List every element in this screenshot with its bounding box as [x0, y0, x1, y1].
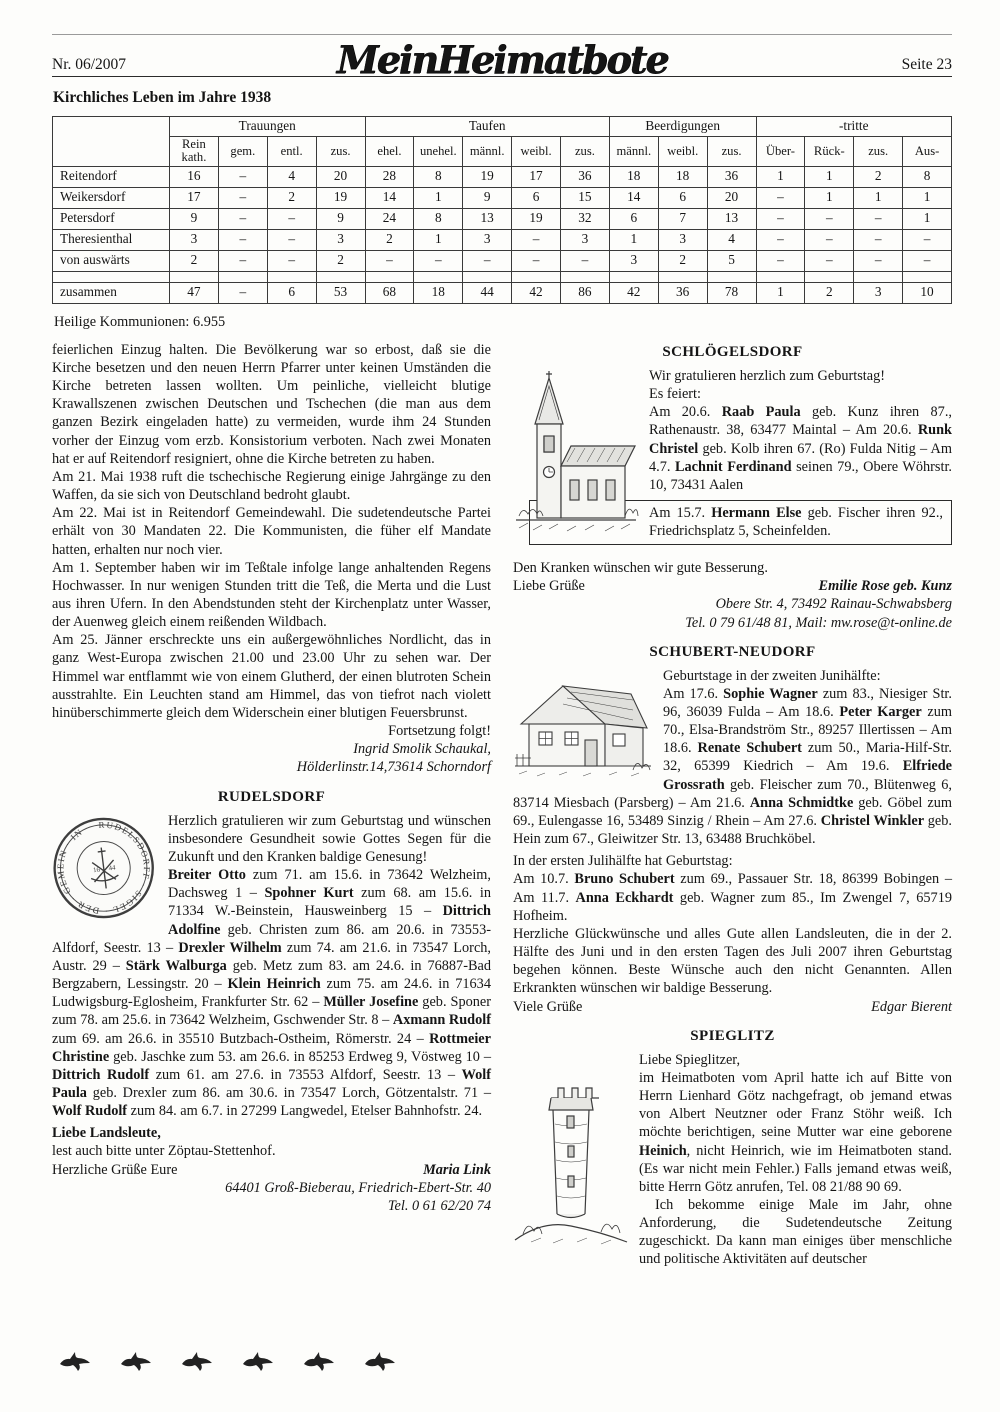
spieglitz-salutation: Liebe Spieglitzer, — [639, 1051, 741, 1068]
table-cell: – — [805, 250, 854, 271]
text-run: zum 61. am 27.6. in 73553 Alfdorf, Seestr. 13 – — [149, 1066, 462, 1083]
section-title-rudelsdorf: RUDELSDORF — [217, 788, 326, 805]
house-illustration — [513, 670, 653, 787]
table-cell: 1 — [805, 166, 854, 187]
subheader: Aus- — [903, 136, 952, 166]
table-cell: 3 — [609, 250, 658, 271]
bird-ornament-row — [58, 1349, 397, 1373]
text-run: Dittrich Adolfine — [168, 903, 491, 938]
text-run: Wolf Rudolf — [52, 1103, 128, 1120]
bird-icon — [302, 1349, 336, 1373]
table-cell — [267, 271, 316, 282]
table-cell: 68 — [365, 282, 414, 303]
table-cell: 14 — [609, 187, 658, 208]
text-run: Rottmeier Christine — [52, 1030, 491, 1065]
subheader: weibl. — [512, 136, 561, 166]
schloegelsdorf-wishes: Den Kranken wünschen wir gute Besserung. — [513, 560, 768, 577]
table-cell: – — [756, 208, 805, 229]
text-run: seinen 79., Obere Wöhrstr. 10, 73431 Aalen — [649, 458, 952, 493]
table-cell — [218, 271, 267, 282]
greeting-line — [513, 998, 952, 1016]
text-run: , nicht Heinrich, wie im Heimatboten stand. (Es war nicht mein Fehler.) Falls jemand etwas weiß, bitte Herrn Götz anrufen, Tel. 08 21/88 90 69. — [639, 1142, 952, 1195]
group-header-taufen: Taufen — [365, 116, 609, 136]
text-run: zum 70., Elsa-Brandström Str., 89257 Illertissen – Am 18.6. — [663, 704, 952, 757]
text-run: Am 20.6. — [649, 404, 722, 421]
text-run: geb. Fleischer zum 70., Blütenweg 6, 83714 Miesbach (Parsberg) – Am 21.6. — [513, 776, 952, 811]
subheader: Rein kath. — [170, 136, 219, 166]
table-cell: 19 — [316, 187, 365, 208]
table-cell: 9 — [463, 187, 512, 208]
table-cell: 3 — [854, 282, 903, 303]
table-cell: – — [218, 282, 267, 303]
table-cell: – — [463, 250, 512, 271]
section-title-spieglitz: SPIEGLITZ — [690, 1027, 775, 1044]
table-cell: – — [756, 187, 805, 208]
text-run: Stärk Walburga — [125, 957, 227, 974]
table-cell: 2 — [267, 187, 316, 208]
table-row — [53, 166, 952, 187]
article-title: Kirchliches Leben im Jahre 1938 — [53, 89, 272, 106]
church-statistics-table — [52, 116, 952, 304]
table-cell — [170, 271, 219, 282]
greeting-text: Viele Grüße — [513, 998, 583, 1015]
text-run: Axmann Rudolf — [392, 1012, 491, 1029]
subheader: männl. — [609, 136, 658, 166]
signer-address: 64401 Groß-Bieberau, Friedrich-Ebert-Str. 40 — [225, 1179, 491, 1196]
table-cell: 8 — [903, 166, 952, 187]
text-run: zum 83., Niesiger Str. 96, 36039 Fulda – Am 18.6. — [663, 685, 952, 721]
story-paragraph: Am 1. September haben wir im Teßtale infolge lange anhaltenden Regens Hochwasser. In nur wenigen Stunden tritt die Teß, die Merta und die Lust aus ihren Ufern. In den Abendstunden steht der Kirchenplatz unter Wasser, der Auenweg gleich einem reißenden Wildbach. — [52, 559, 491, 631]
text-run: Dittrich Rudolf — [52, 1066, 150, 1083]
right-column — [513, 341, 952, 1269]
table-cell: 42 — [609, 282, 658, 303]
landsleute-heading: Liebe Landsleute, — [52, 1125, 161, 1142]
table-cell: 2 — [658, 250, 707, 271]
table-cell: 20 — [707, 187, 756, 208]
story-paragraph: Am 25. Jänner erschreckte uns ein außergewöhnliches Nordlicht, das in ganz West-Europa zwischen 21.00 und 23.00 Uhr zu sehen war. Der Himmel war entflammt wie von einem Glutherd, der einen blutroten Schein ausstrahlte. Ein Leuchten stand am Himmel, das von tiefrot nach violett hinüberschimmerte gleich dem Widerschein einer blutigen Feuersbrunst. — [52, 632, 491, 721]
table-cell: 1 — [756, 166, 805, 187]
table-group-header-row — [53, 116, 952, 136]
table-row — [53, 271, 952, 282]
table-cell: 13 — [707, 208, 756, 229]
schloegelsdorf-line1: Wir gratulieren herzlich zum Geburtstag! — [649, 367, 886, 384]
table-corner-cell — [53, 116, 170, 166]
continuation-note: Fortsetzung folgt! — [388, 723, 491, 740]
table-cell: 3 — [316, 229, 365, 250]
signer-contact: Tel. 0 79 61/48 81, Mail: mw.rose@t-online.de — [685, 614, 952, 631]
table-cell: 10 — [903, 282, 952, 303]
text-run: Lachnit Ferdinand — [675, 458, 792, 475]
row-label: Weikersdorf — [53, 187, 170, 208]
table-cell: – — [267, 208, 316, 229]
subheader: männl. — [463, 136, 512, 166]
story-paragraph: feierlichen Einzug halten. Die Bevölkerung war so erbost, daß sie die Kirche besetzen und den neuen Herrn Pfarrer unter keinen Umständen die Kirche betreten lassen wollten. Um peinliche, vielleicht blutige Krawallszenen zwischen Deutschen und Tschechen (die man aus dem ganzen Bezirk eingeladen hatte) zu vermeiden, wurde ihm 24 Stunden vorher der Einzug vom erzb. Konsistorium verboten. Nach zwei Monaten hat er auf Reitendorf resigniert, ohne die Kirche betreten zu haben. — [52, 341, 491, 467]
table-cell: – — [218, 208, 267, 229]
table-body — [53, 166, 952, 303]
text-run: geb. Sponer zum 78. am 25.6. in 73642 Welzheim, Gschwender Str. 8 – — [52, 994, 491, 1029]
schloegelsdorf-section — [513, 367, 952, 545]
table-cell: 6 — [512, 187, 561, 208]
table-cell: 18 — [658, 166, 707, 187]
group-header-beerdigungen: Beerdigungen — [609, 116, 756, 136]
text-run: Elfriede Grossrath — [663, 758, 952, 793]
row-label: Reitendorf — [53, 166, 170, 187]
page-number: Seite 23 — [901, 56, 952, 73]
two-column-layout — [52, 341, 952, 1269]
table-cell: 53 — [316, 282, 365, 303]
subheader: gem. — [218, 136, 267, 166]
table-cell: – — [805, 208, 854, 229]
table-cell: – — [903, 229, 952, 250]
table-cell: – — [854, 229, 903, 250]
table-cell: 8 — [414, 208, 463, 229]
table-cell: 1 — [414, 229, 463, 250]
table-cell: 19 — [463, 166, 512, 187]
text-run: geb. Wagner zum 85., Im Zwengel 7, 65719 Hofheim. — [513, 889, 952, 924]
story-paragraph: Am 22. Mai ist in Reitendorf Gemeindewahl. Die sudetendeutsche Partei erhält von 30 Mandaten 22. Die Kommunisten, die füher elf Mandate hatten, erhalten nur noch vier. — [52, 505, 491, 558]
subheader: entl. — [267, 136, 316, 166]
table-cell: 44 — [463, 282, 512, 303]
table-cell: – — [365, 250, 414, 271]
text-run: Anna Eckhardt — [575, 889, 674, 906]
table-cell: – — [561, 250, 610, 271]
table-cell: 78 — [707, 282, 756, 303]
text-run: zum 84. am 6.7. in 27299 Langwedel, Etelser Bahnhofstr. 24. — [127, 1103, 483, 1120]
text-run: Breiter Otto — [168, 867, 246, 884]
table-cell: 2 — [365, 229, 414, 250]
table-cell — [854, 271, 903, 282]
schubert-july-intro: In der ersten Julihälfte hat Geburtstag: — [513, 853, 733, 870]
rudelsdorf-seal-illustration — [46, 810, 163, 931]
table-cell: 86 — [561, 282, 610, 303]
header-top-rule — [52, 34, 952, 35]
tower-illustration — [513, 1054, 629, 1251]
text-run: zum 71. am 15.6. in 73642 Welzheim, Dachsweg 1 – — [168, 867, 491, 902]
text-run: zum 50., Maria-Hilf-Str. 32, 65399 Kiedrich – Am 19.6. — [663, 740, 952, 775]
table-cell: 4 — [267, 166, 316, 187]
table-cell: 3 — [170, 229, 219, 250]
greeting-text: Liebe Grüße — [513, 578, 585, 595]
table-cell: 28 — [365, 166, 414, 187]
subheader: zus. — [316, 136, 365, 166]
table-cell: 1 — [414, 187, 463, 208]
tower-icon — [513, 1054, 629, 1246]
author-signature: Ingrid Smolik Schaukal, — [353, 741, 491, 758]
table-cell: – — [805, 229, 854, 250]
house-icon — [513, 670, 653, 782]
table-cell: – — [267, 229, 316, 250]
section-title-schubert-neudorf: SCHUBERT-NEUDORF — [649, 643, 816, 660]
left-column — [52, 341, 491, 1215]
section-title-schloegelsdorf: SCHLÖGELSDORF — [662, 343, 803, 360]
issue-number: Nr. 06/2007 — [52, 56, 127, 73]
text-run: Am 10.7. — [513, 871, 575, 888]
bird-icon — [241, 1349, 275, 1373]
table-cell: 4 — [707, 229, 756, 250]
text-run: Bruno Schubert — [574, 871, 675, 888]
schubert-closing: Herzliche Glückwünsche und alles Gute allen Landsleuten, die in der 2. Hälfte des Juni und in den ersten Tagen des Juli 2007 ihren Geburtstag begehen können. Beste Wünsche auch den nicht Genannten. Allen Erkrankten wünschen wir baldige Besserung. — [513, 925, 952, 997]
text-run: zum 75. am 24.6. in 71634 Ludwigsburg-Eglosheim, Frankfurter Str. 62 – — [52, 976, 491, 1011]
text-run: Am 15.7. — [649, 504, 712, 521]
text-run: geb. Kunz ihren 87., Rathenaustr. 38, 63477 Maintal – Am 20.6. — [649, 404, 952, 439]
table-cell: 19 — [512, 208, 561, 229]
signer-name: Edgar Bierent — [871, 998, 952, 1015]
text-run: im Heimatboten vom April hatte ich auf Bitte von Herrn Lienhard Götz nachgefragt, ob jemand etwas von Albert Neutzner oder Franz Stöhr weiß. Ich möchte berichtigen, seine Mutter war eine geborene — [639, 1069, 952, 1141]
table-cell: 20 — [316, 166, 365, 187]
text-run: Raab Paula — [721, 404, 801, 421]
table-cell: – — [756, 250, 805, 271]
text-run: Herzlich gratulieren wir zum Geburtstag und wünschen insbesondere Gesundheit sowie Gottes Segen für die Zukunft und den Kranken baldige Genesung! — [168, 812, 491, 865]
table-cell: – — [218, 229, 267, 250]
page-content — [52, 88, 952, 1269]
landsleute-note: lest auch bitte unter Zöptau-Stettenhof. — [52, 1143, 276, 1160]
text-run: zum 74. am 21.6. in 73547 Lorch, Austr. 29 – — [52, 939, 492, 974]
table-cell: 6 — [267, 282, 316, 303]
bird-icon — [119, 1349, 153, 1373]
table-cell — [609, 271, 658, 282]
text-run: Runk Christel — [649, 422, 952, 457]
author-address: Hölderlinstr.14,73614 Schorndorf — [296, 759, 491, 776]
text-run: Christel Winkler — [820, 812, 925, 829]
bird-icon — [58, 1349, 92, 1373]
table-cell: 36 — [658, 282, 707, 303]
text-run: geb. Drexler zum 86. am 30.6. in 73547 Lorch, Götzentalstr. 71 – — [86, 1084, 491, 1101]
table-cell: 3 — [561, 229, 610, 250]
subheader: zus. — [854, 136, 903, 166]
text-run: Am 17.6. — [663, 685, 724, 702]
table-cell: – — [218, 166, 267, 187]
row-label: zusammen — [53, 282, 170, 303]
table-cell: 9 — [316, 208, 365, 229]
table-row — [53, 187, 952, 208]
text-run: geb. Jaschke zum 53. am 26.6. in 85253 Erdweg 9, Vöstweg 10 – — [109, 1048, 491, 1065]
table-cell — [463, 271, 512, 282]
greeting-line — [52, 1161, 491, 1179]
kommunionen-line: Heilige Kommunionen: 6.955 — [54, 313, 226, 330]
row-label — [53, 271, 170, 282]
table-cell: 2 — [316, 250, 365, 271]
subheader: zus. — [707, 136, 756, 166]
text-run: Peter Karger — [839, 704, 922, 721]
text-run: geb. Metz zum 83. am 24.6. in 76887-Bad Bergzabern, Lessingstr. 20 – — [52, 957, 491, 993]
spieglitz-tail: Ich bekomme einige Male im Jahr, ohne Anforderung, die Sudetendeutsche Zeitung zugeschickt. Da kann man einiges über menschliche und politische Aktivitäten auf deutscher — [639, 1196, 952, 1268]
table-row — [53, 208, 952, 229]
table-cell: 2 — [854, 166, 903, 187]
text-run: Wolf Paula — [52, 1066, 492, 1101]
table-cell — [512, 271, 561, 282]
schubert-neudorf-section — [513, 667, 952, 849]
table-cell: – — [218, 250, 267, 271]
text-run: geb. Fischer ihren 92., Friedrichsplatz 5, Scheinfelden. — [649, 504, 943, 540]
subheader: zus. — [561, 136, 610, 166]
svg-text:RUDELSDORFF · SIGEL · DER · GE: RUDELSDORFF · SIGEL · DER · GEMEIN · IN — [55, 819, 152, 916]
page-header — [52, 37, 952, 82]
text-run: Renate Schubert — [697, 740, 802, 757]
table-cell: – — [854, 208, 903, 229]
text-run: Drexler Wilhelm — [178, 939, 282, 956]
row-label: von auswärts — [53, 250, 170, 271]
text-run: geb. Kolb ihren 67. (Ro) Fulda Nitig – Am 4.7. — [649, 440, 952, 475]
subheader: Rück- — [805, 136, 854, 166]
table-cell: 1 — [854, 187, 903, 208]
text-run: Hermann Else — [711, 504, 802, 521]
table-cell: 42 — [512, 282, 561, 303]
table-cell — [414, 271, 463, 282]
signer-phone: Tel. 0 61 62/20 74 — [387, 1197, 491, 1214]
table-row — [53, 282, 952, 303]
table-cell: 13 — [463, 208, 512, 229]
table-cell: – — [512, 250, 561, 271]
table-cell: 18 — [414, 282, 463, 303]
group-header-trauungen: Trauungen — [170, 116, 366, 136]
table-cell: 9 — [170, 208, 219, 229]
subheader: ehel. — [365, 136, 414, 166]
text-run: geb. Hein zum 67., Gleiwitzer Str. 13, 63488 Bruchköbel. — [513, 812, 952, 848]
table-cell: – — [512, 229, 561, 250]
table-cell: – — [854, 250, 903, 271]
svg-text:44: 44 — [108, 864, 116, 872]
bird-icon — [363, 1349, 397, 1373]
table-cell: 24 — [365, 208, 414, 229]
schloegelsdorf-line2: Es feiert: — [649, 386, 702, 403]
table-cell — [658, 271, 707, 282]
table-cell: 6 — [609, 208, 658, 229]
table-row — [53, 250, 952, 271]
greeting-text: Herzliche Grüße Eure — [52, 1161, 178, 1178]
text-run: zum 69. am 26.6. in 35510 Butzbach-Ostheim, Römerstr. 24 – — [52, 1030, 430, 1047]
table-cell: 18 — [609, 166, 658, 187]
text-run: zum 68. am 15.6. in 71334 W.-Beinstein, Hausweinberg 15 – — [168, 885, 491, 920]
group-header-tritte: -tritte — [756, 116, 952, 136]
table-cell: 47 — [170, 282, 219, 303]
subheader: unehel. — [414, 136, 463, 166]
table-cell: – — [267, 250, 316, 271]
church-illustration — [513, 370, 639, 557]
table-cell: – — [756, 229, 805, 250]
subheader: weibl. — [658, 136, 707, 166]
text-run: zum 69., Passauer Str. 18, 86399 Bobingen – Am 11.7. — [513, 871, 952, 906]
table-cell — [805, 271, 854, 282]
subheader: Über- — [756, 136, 805, 166]
spieglitz-section — [513, 1051, 952, 1269]
table-cell: 17 — [170, 187, 219, 208]
table-cell: – — [903, 250, 952, 271]
table-cell: – — [414, 250, 463, 271]
table-cell: 1 — [756, 282, 805, 303]
table-cell — [903, 271, 952, 282]
table-cell: 5 — [707, 250, 756, 271]
table-cell: 1 — [609, 229, 658, 250]
text-run: Anna Schmidtke — [749, 794, 854, 811]
table-cell: 2 — [170, 250, 219, 271]
seal-icon — [46, 810, 162, 926]
text-run: geb. Göbel zum 69., Eulengasse 16, 53489 Sinzig / Rhein – Am 27.6. — [513, 794, 952, 829]
greeting-line — [513, 577, 952, 595]
text-run: Heinich — [639, 1142, 687, 1159]
signer-name: Maria Link — [423, 1161, 491, 1178]
table-cell: 32 — [561, 208, 610, 229]
signer-name: Emilie Rose geb. Kunz — [818, 578, 952, 595]
table-cell: 1 — [903, 187, 952, 208]
text-run: geb. Christen zum 86. am 20.6. in 73553-Alfdorf, Seestr. 13 – — [52, 921, 491, 956]
bird-icon — [180, 1349, 214, 1373]
row-label: Theresienthal — [53, 229, 170, 250]
table-cell: 17 — [512, 166, 561, 187]
table-cell: – — [218, 187, 267, 208]
schubert-july-list — [513, 870, 952, 924]
rudelsdorf-section — [52, 812, 491, 1121]
table-subheader-row — [53, 136, 952, 166]
masthead-logo: MeinHeimatbote — [321, 37, 684, 82]
table-row — [53, 229, 952, 250]
table-cell: 6 — [658, 187, 707, 208]
schubert-intro: Geburtstage in der zweiten Junihälfte: — [663, 667, 881, 684]
story-paragraph: Am 21. Mai 1938 ruft die tschechische Regierung einige Jahrgänge zu den Waffen, da sie sich von Deutschland bedroht glaubt. — [52, 468, 491, 504]
table-cell — [365, 271, 414, 282]
table-cell: 7 — [658, 208, 707, 229]
table-cell — [707, 271, 756, 282]
table-cell: 15 — [561, 187, 610, 208]
row-label: Petersdorf — [53, 208, 170, 229]
text-run: Spohner Kurt — [264, 885, 354, 902]
table-cell: 16 — [170, 166, 219, 187]
table-cell — [561, 271, 610, 282]
table-cell: 2 — [805, 282, 854, 303]
text-run: Müller Josefine — [323, 994, 419, 1011]
svg-text:16: 16 — [92, 866, 101, 874]
table-cell: 1 — [903, 208, 952, 229]
table-cell: 36 — [707, 166, 756, 187]
table-cell — [756, 271, 805, 282]
signer-address: Obere Str. 4, 73492 Rainau-Schwabsberg — [715, 596, 952, 613]
table-cell: 3 — [658, 229, 707, 250]
table-cell: 8 — [414, 166, 463, 187]
table-cell — [316, 271, 365, 282]
table-cell: 14 — [365, 187, 414, 208]
header-bottom-rule — [52, 76, 952, 77]
table-cell: 1 — [805, 187, 854, 208]
table-cell: 36 — [561, 166, 610, 187]
text-run: Sophie Wagner — [723, 685, 818, 702]
church-icon — [513, 370, 639, 552]
table-cell: 3 — [463, 229, 512, 250]
text-run: Klein Heinrich — [227, 976, 321, 993]
